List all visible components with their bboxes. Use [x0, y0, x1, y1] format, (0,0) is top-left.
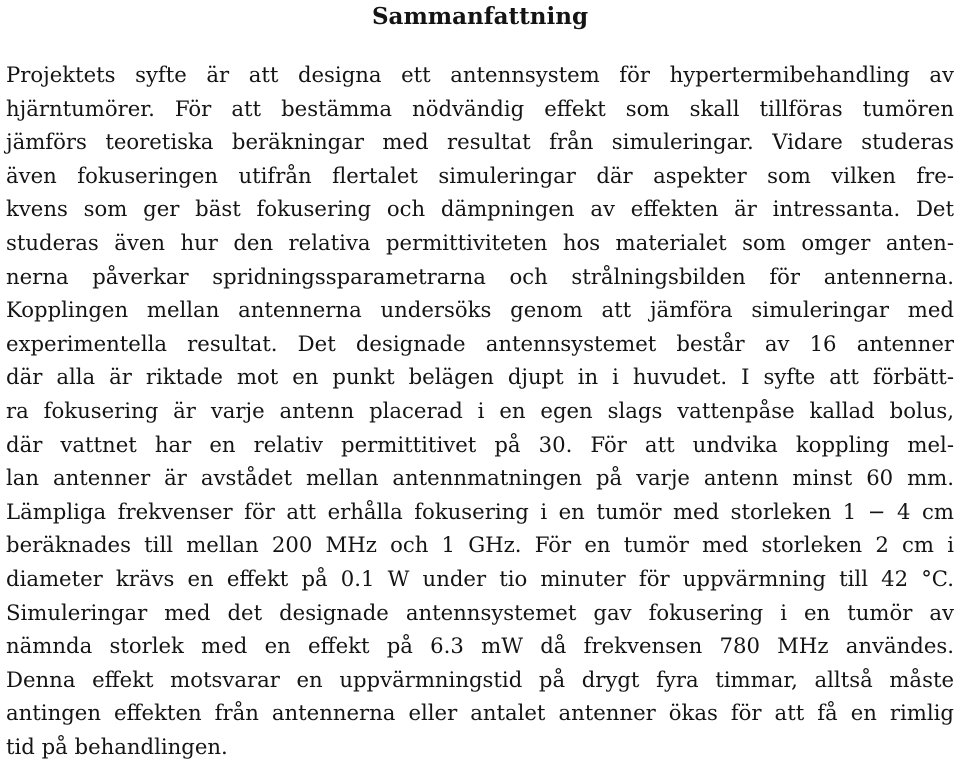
text-line-1: Projektets syfte är att designa ett antennsystem för hypertermibehandling av	[6, 62, 954, 87]
text-line-7: nerna påverkar spridningssparametrarna och strålningsbilden för antennerna.	[6, 263, 954, 289]
text-line-12: där vattnet har en relativ permittitivet på 30. För att undvika koppling mel-	[6, 431, 954, 457]
text-line-5: kvens som ger bäst fokusering och dämpningen av effekten är intressanta. Det	[6, 196, 954, 222]
text-line-6: studeras även hur den relativa permittiviteten hos materialet som omger anten-	[6, 229, 954, 255]
text-line-16: diameter krävs en effekt på 0.1 W under tio minuter för uppvärmning till 42 °C.	[6, 565, 954, 591]
text-line-17: Simuleringar med det designade antennsystemet gav fokusering i en tumör av	[6, 599, 954, 625]
text-line-14: Lämpliga frekvenser för att erhålla fokusering i en tumör med storleken 1 − 4 cm	[6, 498, 954, 524]
text-line-13: lan antenner är avstådet mellan antennmatningen på varje antenn minst 60 mm.	[6, 465, 954, 491]
text-line-4: även fokuseringen utifrån flertalet simuleringar där aspekter som vilken fre-	[6, 162, 954, 188]
text-line-10: där alla är riktade mot en punkt belägen djupt in i huvudet. I syfte att förbätt-	[6, 364, 954, 390]
section-title: Sammanfattning	[371, 3, 589, 30]
text-line-9: experimentella resultat. Det designade antennsystemet består av 16 antenner	[6, 330, 954, 356]
abstract-paragraph	[6, 58, 954, 763]
text-line-3: jämförs teoretiska beräkningar med resultat från simuleringar. Vidare studeras	[6, 129, 954, 155]
text-line-18: nämnda storlek med en effekt på 6.3 mW då frekvensen 780 MHz användes.	[6, 633, 954, 659]
text-line-21: tid på behandlingen.	[6, 733, 228, 759]
text-line-11: ra fokusering är varje antenn placerad i en egen slags vattenpåse kallad bolus,	[6, 397, 954, 423]
text-line-8: Kopplingen mellan antennerna undersöks genom att jämföra simuleringar med	[6, 297, 954, 323]
text-line-20: antingen effekten från antennerna eller antalet antenner ökas för att få en rimlig	[6, 700, 954, 726]
text-line-19: Denna effekt motsvarar en uppvärmningstid på drygt fyra timmar, alltså måste	[6, 666, 954, 692]
text-line-15: beräknades till mellan 200 MHz och 1 GHz. För en tumör med storleken 2 cm i	[6, 532, 954, 558]
text-line-2: hjärntumörer. För att bestämma nödvändig effekt som skall tillföras tumören	[6, 95, 954, 121]
